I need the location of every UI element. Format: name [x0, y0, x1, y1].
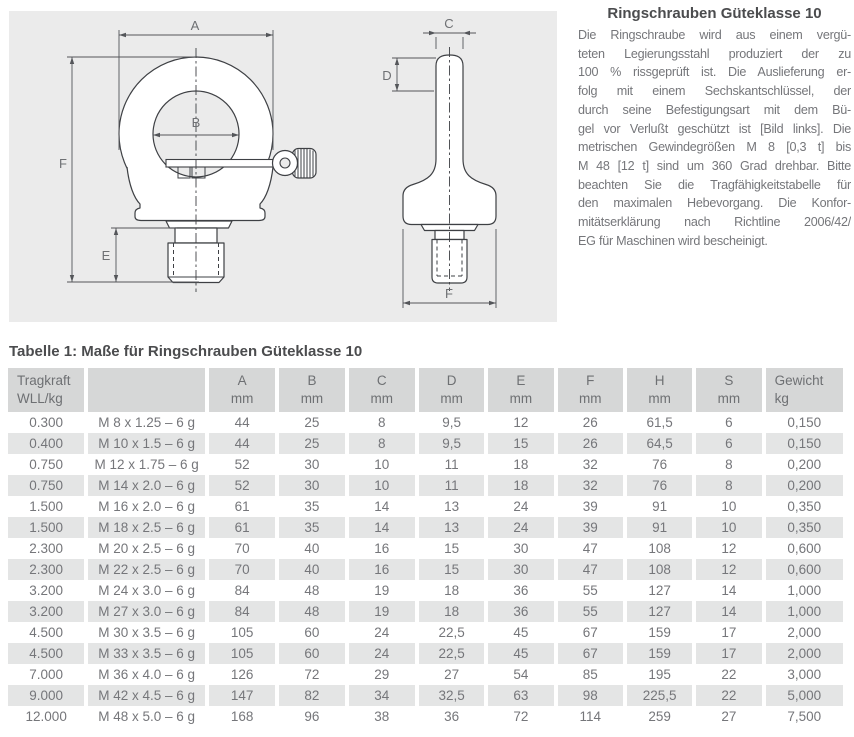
- front-view-drawing: [119, 48, 316, 292]
- col-header-unit: mm: [230, 391, 254, 406]
- dim-label-f-side: F: [445, 286, 453, 301]
- table-row: [8, 517, 843, 538]
- table-cell: 24: [513, 499, 529, 514]
- table-cell: 14: [374, 499, 390, 514]
- table-cell: 40: [279, 559, 344, 580]
- col-header-label: Tragkraft: [17, 373, 71, 388]
- paragraph-line: teten Legierungsstahl produziert der zu: [578, 46, 851, 61]
- table-cell: M 12 x 1.75 – 6 g: [94, 457, 199, 472]
- table-cell: M 36 x 4.0 – 6 g: [98, 667, 196, 682]
- table-cell: 3,000: [787, 667, 822, 682]
- product-title: Ringschrauben Güteklasse 10: [607, 5, 822, 22]
- table-cell: 54: [513, 667, 529, 682]
- table-cell: 2,000: [766, 643, 843, 664]
- table-cell: 14: [721, 583, 737, 598]
- col-header-c: [349, 368, 415, 412]
- col-header-label: D: [446, 373, 457, 388]
- table-cell: 225,5: [627, 685, 692, 706]
- product-description: [578, 5, 851, 250]
- table-cell: 55: [582, 583, 598, 598]
- table-cell: 38: [374, 709, 390, 724]
- col-header-h: [627, 368, 692, 412]
- table-cell: 39: [582, 499, 598, 514]
- table-cell: 0,600: [787, 541, 822, 556]
- table-cell: 96: [304, 709, 320, 724]
- table-cell: 8: [725, 457, 733, 472]
- paragraph-line: beachten Sie die Tragfähigkeitstabelle für: [578, 177, 851, 192]
- table-cell: 36: [513, 583, 529, 598]
- table-row: [8, 496, 843, 517]
- table-cell: 1,000: [787, 583, 822, 598]
- table-cell: 0.400: [8, 433, 84, 454]
- product-paragraph: [578, 26, 851, 250]
- table-header: [8, 368, 843, 412]
- col-header-e: [488, 368, 553, 412]
- table-cell: 13: [444, 499, 460, 514]
- col-header-label: S: [724, 373, 734, 388]
- col-header-label: E: [516, 373, 526, 388]
- col-header-unit: kg: [774, 391, 789, 406]
- table-cell: 114: [579, 709, 602, 724]
- col-header-unit: mm: [370, 391, 394, 406]
- table-cell: 76: [627, 475, 692, 496]
- table-cell: 108: [648, 541, 671, 556]
- table-cell: 30: [304, 457, 320, 472]
- table-header-row: [8, 368, 843, 412]
- table-cell: M 27 x 3.0 – 6 g: [88, 601, 205, 622]
- table-cell: 15: [444, 541, 460, 556]
- col-header-unit: mm: [300, 391, 324, 406]
- table-cell: 44: [209, 433, 275, 454]
- table-cell: 61,5: [646, 415, 673, 430]
- table-cell: 35: [304, 499, 320, 514]
- table-cell: M 48 x 5.0 – 6 g: [98, 709, 196, 724]
- col-header-unit: mm: [579, 391, 602, 406]
- table-cell: 10: [349, 475, 415, 496]
- table-cell: 11: [444, 457, 459, 472]
- paragraph-line: Die Ringschraube wird aus einem vergü-: [578, 28, 851, 42]
- table-cell: 39: [558, 517, 623, 538]
- table-cell: 18: [419, 601, 484, 622]
- table-cell: 108: [627, 559, 692, 580]
- table-cell: M 14 x 2.0 – 6 g: [88, 475, 205, 496]
- table-cell: 105: [209, 643, 275, 664]
- table-cell: 8: [349, 433, 415, 454]
- table-cell: 2.300: [8, 559, 84, 580]
- col-header-label: H: [654, 373, 665, 388]
- table-cell: 72: [304, 667, 320, 682]
- table-cell: 195: [648, 667, 671, 682]
- table-cell: 105: [230, 625, 254, 640]
- table-cell: 48: [279, 601, 344, 622]
- dim-label-b: B: [191, 115, 201, 130]
- table-cell: M 30 x 3.5 – 6 g: [98, 625, 196, 640]
- dim-label-a: A: [190, 18, 200, 33]
- table-cell: 0.750: [29, 457, 64, 472]
- dim-label-f-front: F: [59, 156, 67, 171]
- table-row: [8, 412, 843, 433]
- table-cell: 147: [209, 685, 275, 706]
- table-cell: 8: [378, 415, 386, 430]
- table-row: [8, 559, 843, 580]
- table-cell: M 22 x 2.5 – 6 g: [88, 559, 205, 580]
- table-cell: 82: [279, 685, 344, 706]
- paragraph-line: durch seine Befestigungsart mit dem Bü-: [578, 102, 851, 117]
- table-row: [8, 706, 843, 727]
- hex-key-eye-hole: [280, 158, 290, 168]
- table-cell: 0.300: [29, 415, 64, 430]
- col-header-label: Gewicht: [774, 373, 824, 388]
- table-cell: 84: [209, 601, 275, 622]
- table-cell: 159: [648, 625, 671, 640]
- table-cell: 18: [488, 475, 553, 496]
- col-header-unit: WLL/kg: [17, 391, 63, 406]
- table-body: [8, 412, 843, 727]
- table-row: [8, 601, 843, 622]
- table-cell: M 33 x 3.5 – 6 g: [88, 643, 205, 664]
- table-cell: 10: [374, 457, 390, 472]
- table-cell: 26: [558, 433, 623, 454]
- table-cell: 9,5: [419, 433, 484, 454]
- table-cell: 259: [648, 709, 671, 724]
- table-cell: 18: [444, 583, 460, 598]
- table-row: [8, 622, 843, 643]
- dimension-c: [423, 16, 476, 49]
- table-cell: 15: [419, 559, 484, 580]
- table-cell: M 20 x 2.5 – 6 g: [98, 541, 196, 556]
- table-cell: 84: [234, 583, 250, 598]
- table-cell: 0,350: [766, 517, 843, 538]
- table-cell: 17: [721, 625, 737, 640]
- dim-label-d: D: [382, 68, 392, 83]
- table-cell: 24: [488, 517, 553, 538]
- table-cell: 22: [721, 667, 737, 682]
- table-cell: 44: [234, 415, 250, 430]
- table-cell: 12: [721, 541, 737, 556]
- table-cell: 0,200: [766, 475, 843, 496]
- table-cell: 85: [582, 667, 598, 682]
- paragraph-line: M 48 [12 t] sind um 360 Grad drehbar. Bitte: [578, 158, 851, 173]
- dimension-d: [382, 58, 436, 91]
- table-cell: 0,150: [766, 433, 843, 454]
- table-cell: 25: [279, 433, 344, 454]
- table-cell: 16: [374, 541, 390, 556]
- table-cell: 10: [721, 499, 737, 514]
- table-cell: 30: [279, 475, 344, 496]
- col-header-wll: [8, 368, 84, 412]
- table-cell: 19: [349, 601, 415, 622]
- technical-drawing-panel: [9, 11, 557, 322]
- table-cell: 6: [696, 433, 761, 454]
- table-cell: M 24 x 3.0 – 6 g: [98, 583, 196, 598]
- table-cell: 70: [234, 541, 250, 556]
- table-cell: 48: [304, 583, 320, 598]
- table-cell: 61: [209, 517, 275, 538]
- col-header-b: [279, 368, 344, 412]
- col-header-label: C: [376, 373, 387, 388]
- col-header-unit: mm: [509, 391, 533, 406]
- paragraph-line: mitätserklärung nach Richtline 2006/42/: [578, 215, 851, 230]
- table-cell: 24: [374, 625, 390, 640]
- table-cell: 27: [444, 667, 460, 682]
- table-cell: 25: [304, 415, 320, 430]
- table-cell: 1.500: [8, 517, 84, 538]
- table-cell: 22: [696, 685, 761, 706]
- table-cell: 45: [513, 625, 529, 640]
- top-section: [0, 0, 854, 322]
- table-cell: 16: [349, 559, 415, 580]
- table-cell: 47: [558, 559, 623, 580]
- table-cell: 32: [558, 475, 623, 496]
- table-cell: 15: [488, 433, 553, 454]
- table-cell: 0,150: [787, 415, 822, 430]
- table-cell: 3.200: [29, 583, 64, 598]
- col-header-unit: mm: [440, 391, 463, 406]
- table-cell: 1,000: [766, 601, 843, 622]
- table-cell: 47: [582, 541, 598, 556]
- table-cell: 159: [627, 643, 692, 664]
- hex-key-bar: [166, 160, 287, 168]
- table-cell: 14: [349, 517, 415, 538]
- table-cell: M 10 x 1.5 – 6 g: [88, 433, 205, 454]
- technical-drawing: [9, 11, 557, 322]
- table-cell: 29: [374, 667, 390, 682]
- table-cell: 27: [721, 709, 737, 724]
- paragraph-line: metrischen Gewindegrößen M 8 [0,3 t] bis: [578, 140, 851, 155]
- table-cell: 52: [234, 457, 250, 472]
- table-cell: 70: [209, 559, 275, 580]
- table-cell: 91: [627, 517, 692, 538]
- paragraph-line: 100 % rissgeprüft ist. Die Auslieferung er-: [578, 65, 851, 80]
- table-row: [8, 433, 843, 454]
- table-cell: 4.500: [8, 643, 84, 664]
- table-row: [8, 643, 843, 664]
- table-row: [8, 475, 843, 496]
- table-cell: 34: [349, 685, 415, 706]
- table-cell: 60: [304, 625, 320, 640]
- table-cell: 9,5: [442, 415, 461, 430]
- table-cell: 63: [488, 685, 553, 706]
- paragraph-line: folg mit einem Sechskantschlüssel, der: [578, 84, 851, 99]
- table-cell: 26: [582, 415, 598, 430]
- table-cell: M 8 x 1.25 – 6 g: [98, 415, 196, 430]
- side-view-drawing: [403, 47, 496, 291]
- table-row: [8, 685, 843, 706]
- table-cell: 8: [696, 475, 761, 496]
- table-cell: 32: [582, 457, 598, 472]
- table-cell: 67: [558, 643, 623, 664]
- table-cell: 98: [558, 685, 623, 706]
- table-cell: M 16 x 2.0 – 6 g: [98, 499, 196, 514]
- table-cell: 0,350: [787, 499, 822, 514]
- table-cell: 36: [444, 709, 460, 724]
- table-cell: 64,5: [627, 433, 692, 454]
- table-cell: M 18 x 2.5 – 6 g: [88, 517, 205, 538]
- table-caption: Tabelle 1: Maße für Ringschrauben Güteklasse 10: [9, 343, 363, 360]
- table-cell: M 42 x 4.5 – 6 g: [88, 685, 205, 706]
- table-cell: 11: [419, 475, 484, 496]
- dim-label-c: C: [444, 16, 454, 31]
- table-cell: 1.500: [29, 499, 64, 514]
- paragraph-line: EG für Maschinen wird bescheinigt.: [578, 233, 768, 248]
- table-cell: 12: [513, 415, 529, 430]
- table-cell: 3.200: [8, 601, 84, 622]
- table-cell: 19: [374, 583, 390, 598]
- col-header-s: [696, 368, 761, 412]
- table-cell: 17: [696, 643, 761, 664]
- table-cell: 12.000: [25, 709, 67, 724]
- table-cell: 40: [304, 541, 320, 556]
- table-cell: 24: [349, 643, 415, 664]
- table-cell: 5,000: [766, 685, 843, 706]
- table-cell: 0,600: [766, 559, 843, 580]
- col-header-f: [558, 368, 623, 412]
- paragraph-line: gel vor Verlußt geschützt ist [Bild links]. Die: [578, 121, 851, 136]
- dim-label-e: E: [101, 248, 111, 263]
- table-cell: 18: [513, 457, 529, 472]
- table-cell: 14: [696, 601, 761, 622]
- table-cell: 61: [234, 499, 250, 514]
- table-cell: 60: [279, 643, 344, 664]
- table-cell: 2.300: [29, 541, 64, 556]
- table-cell: 12: [696, 559, 761, 580]
- table-row: [8, 538, 843, 559]
- table-cell: 2,000: [787, 625, 822, 640]
- table-cell: 22,5: [419, 643, 484, 664]
- table-row: [8, 454, 843, 475]
- table-cell: 0.750: [8, 475, 84, 496]
- table-cell: 13: [419, 517, 484, 538]
- table-cell: 22,5: [438, 625, 465, 640]
- col-header-a: [209, 368, 275, 412]
- table-cell: 127: [648, 583, 671, 598]
- front-collar: [166, 221, 232, 228]
- table-cell: 32,5: [419, 685, 484, 706]
- table-cell: 10: [696, 517, 761, 538]
- table-cell: 30: [488, 559, 553, 580]
- table-row: [8, 664, 843, 685]
- col-header-gewicht: [766, 368, 843, 412]
- table-cell: 9.000: [8, 685, 84, 706]
- col-header-label: A: [237, 373, 247, 388]
- table-cell: 45: [488, 643, 553, 664]
- table-row: [8, 580, 843, 601]
- table-cell: 0,200: [787, 457, 822, 472]
- table-cell: 168: [230, 709, 254, 724]
- table-cell: 30: [513, 541, 529, 556]
- paragraph-line: den maximalen Hebevorgang. Die Konfor-: [578, 196, 851, 211]
- table-cell: 91: [652, 499, 668, 514]
- col-header-unit: mm: [648, 391, 671, 406]
- dimension-e: [102, 228, 177, 282]
- table-cell: 72: [513, 709, 529, 724]
- table-cell: 52: [209, 475, 275, 496]
- table-cell: 4.500: [29, 625, 64, 640]
- table-cell: 7.000: [29, 667, 64, 682]
- dimensions-table: [4, 368, 847, 727]
- table-cell: 127: [627, 601, 692, 622]
- table-cell: 6: [725, 415, 733, 430]
- table-cell: 76: [652, 457, 668, 472]
- col-header-label: F: [586, 373, 595, 388]
- table-cell: 55: [558, 601, 623, 622]
- table-cell: 67: [582, 625, 598, 640]
- table-cell: 126: [230, 667, 254, 682]
- col-header-thread: [88, 368, 205, 412]
- table-cell: 35: [279, 517, 344, 538]
- table-cell: 7,500: [787, 709, 822, 724]
- col-header-label: B: [307, 373, 317, 388]
- col-header-unit: mm: [717, 391, 741, 406]
- col-header-d: [419, 368, 484, 412]
- table-cell: 36: [488, 601, 553, 622]
